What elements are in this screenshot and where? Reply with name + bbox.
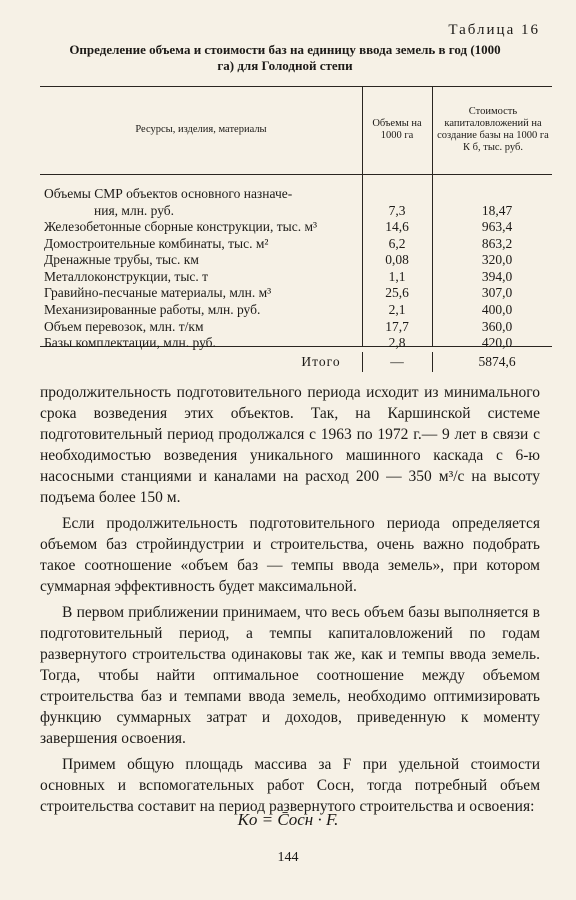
row-volume: 17,7 bbox=[385, 318, 409, 334]
row-volume: 1,1 bbox=[388, 268, 406, 284]
table-row bbox=[40, 269, 552, 286]
row-cost: 307,0 bbox=[481, 285, 513, 301]
table-total-row bbox=[40, 350, 552, 374]
row-volume: 6,2 bbox=[388, 235, 406, 251]
paragraph: Примем общую площадь массива за F при удельной стоимости основных и вспомогательных работ Cосн, тогда потребный объем строительства составит на период развернутого строительства и освоения: bbox=[40, 756, 540, 815]
row-cost: 420,0 bbox=[481, 335, 513, 351]
row-volume: 7,3 bbox=[388, 202, 406, 218]
row-name: Гравийно-песчаные материалы, млн. м³ bbox=[44, 285, 272, 301]
row-name: Базы комплектации, млн. руб. bbox=[44, 335, 216, 351]
table-row bbox=[40, 236, 552, 253]
page-number: 144 bbox=[277, 850, 299, 865]
header-resources: Ресурсы, изделия, материалы bbox=[135, 124, 267, 135]
row-cost: 394,0 bbox=[481, 268, 513, 284]
table-body bbox=[40, 186, 552, 352]
row-cost: 320,0 bbox=[481, 252, 513, 268]
paragraph: Если продолжительность подготовительного периода определяется объемом баз стройиндустрии и строительства, очень важно подобрать такое соотношение «объем баз — темпы ввода земель», при котором суммарная эффективность будет максимальной. bbox=[40, 515, 540, 595]
table-row bbox=[40, 252, 552, 269]
paragraph: В первом приближении принимаем, что весь объем базы выполняется в подготовительный период, а темпы капиталовложений по годам развернутого строительства одинаковы так же, как и темпы ввода земель. Тогда, чтобы найти оптимальное соотношение между объемом строительства баз и темпами ввода земель, необходимо оптимизировать функцию суммарных затрат и доходов, приведенную к моменту завершения освоения. bbox=[40, 604, 540, 747]
total-volume: — bbox=[390, 354, 404, 369]
row-cost: 360,0 bbox=[481, 318, 513, 334]
table-row bbox=[40, 186, 552, 219]
row-volume: 25,6 bbox=[385, 285, 409, 301]
row-name: Механизированные работы, млн. руб. bbox=[44, 301, 261, 317]
row-cost: 963,4 bbox=[481, 219, 513, 234]
row-cost: 18,47 bbox=[481, 202, 513, 218]
header-volume: Объемы на 1000 га bbox=[372, 118, 422, 141]
table-row bbox=[40, 302, 552, 319]
row-name: Дренажные трубы, тыс. км bbox=[44, 252, 199, 268]
total-label: Итого bbox=[301, 354, 341, 369]
header-cost: Стоимость капиталовложений на создание базы на 1000 га К б, тыс. руб. bbox=[437, 106, 549, 153]
row-volume: 2,1 bbox=[388, 301, 406, 317]
row-cost: 863,2 bbox=[481, 235, 513, 251]
row-name-line-2: ния, млн. руб. bbox=[94, 202, 175, 218]
row-name bbox=[44, 186, 362, 219]
row-name: Домостроительные комбинаты, тыс. м² bbox=[44, 235, 269, 251]
data-table bbox=[40, 86, 552, 376]
table-row bbox=[40, 319, 552, 336]
formula: Kо = C̄осн · F. bbox=[237, 810, 339, 829]
table-row bbox=[40, 285, 552, 302]
row-name: Железобетонные сборные конструкции, тыс. м³ bbox=[44, 219, 318, 234]
paragraph: продолжительность подготовительного периода исходит из минимального срока возведения этих объектов. Так, на Каршинской системе подготовительный период продолжался с 1963 по 1972 г.— 9 лет в связи с необходимостью возведения уникального машинного каскада с 6-ю насосными станциями и каналами на расход 200 — 350 м³/с на высоту подъема более 150 м. bbox=[40, 384, 540, 506]
row-name: Металлоконструкции, тыс. т bbox=[44, 268, 209, 284]
table-row bbox=[40, 219, 552, 236]
table-label: Таблица 16 bbox=[448, 22, 540, 38]
row-name: Объем перевозок, млн. т/км bbox=[44, 318, 204, 334]
total-cost: 5874,6 bbox=[478, 354, 516, 369]
row-name-line-1: Объемы СМР объектов основного назначе- bbox=[44, 186, 293, 201]
header-bottom-rule bbox=[40, 174, 552, 175]
row-volume: 2,8 bbox=[388, 335, 406, 351]
body-text bbox=[40, 382, 540, 822]
table-caption: Определение объема и стоимости баз на единицу ввода земель в год (1000 га) для Голодной степи bbox=[69, 42, 501, 73]
row-cost: 400,0 bbox=[481, 301, 513, 317]
row-volume: 0,08 bbox=[385, 252, 409, 268]
row-volume: 14,6 bbox=[385, 219, 409, 234]
